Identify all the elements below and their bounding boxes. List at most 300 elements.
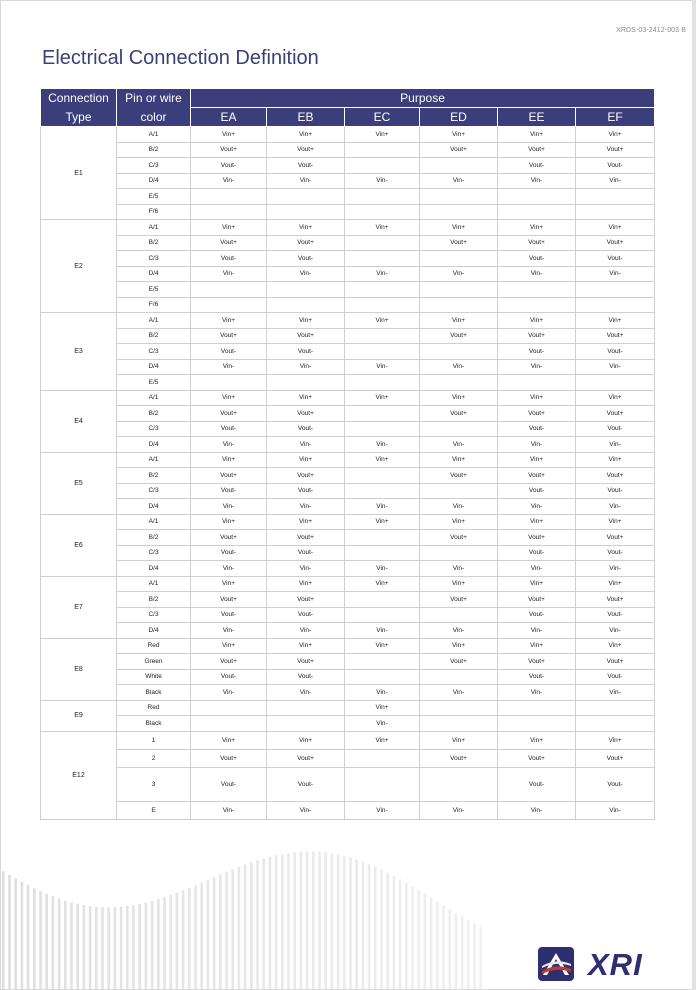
purpose-cell: Vout+	[267, 142, 345, 158]
purpose-cell	[420, 716, 498, 732]
purpose-cell: Vout-	[498, 344, 576, 360]
purpose-cell	[498, 204, 576, 220]
purpose-cell	[345, 545, 420, 561]
purpose-cell	[345, 421, 420, 437]
pin-cell: E/5	[117, 375, 191, 391]
table-row	[41, 576, 655, 592]
purpose-cell: Vin+	[498, 390, 576, 406]
purpose-cell: Vin-	[420, 266, 498, 282]
table-row	[41, 623, 655, 639]
purpose-cell: Vin-	[191, 561, 267, 577]
purpose-cell: Vin-	[345, 437, 420, 453]
table-row	[41, 127, 655, 143]
purpose-cell: Vin-	[345, 716, 420, 732]
purpose-cell: Vout-	[498, 669, 576, 685]
purpose-cell	[191, 189, 267, 205]
table-row	[41, 204, 655, 220]
purpose-cell	[498, 716, 576, 732]
table-row	[41, 406, 655, 422]
purpose-cell: Vout-	[576, 545, 655, 561]
purpose-cell: Vout-	[267, 767, 345, 801]
purpose-cell	[345, 592, 420, 608]
purpose-cell: Vout-	[498, 251, 576, 267]
purpose-cell	[420, 344, 498, 360]
table-row	[41, 421, 655, 437]
purpose-cell: Vout+	[498, 235, 576, 251]
pin-cell: D/4	[117, 499, 191, 515]
table-row	[41, 437, 655, 453]
table-row	[41, 173, 655, 189]
purpose-cell: Vout+	[498, 592, 576, 608]
table-row	[41, 607, 655, 623]
pin-cell: A/1	[117, 514, 191, 530]
purpose-cell	[267, 204, 345, 220]
purpose-cell: Vin+	[267, 576, 345, 592]
purpose-cell: Vin+	[420, 452, 498, 468]
table-row	[41, 530, 655, 546]
pin-cell: A/1	[117, 452, 191, 468]
purpose-cell: Vin-	[576, 359, 655, 375]
purpose-cell: Vin-	[498, 499, 576, 515]
table-row	[41, 266, 655, 282]
purpose-cell	[345, 406, 420, 422]
pin-cell: B/2	[117, 406, 191, 422]
purpose-cell: Vout+	[498, 654, 576, 670]
purpose-cell	[267, 189, 345, 205]
header-col-ec: EC	[345, 108, 420, 127]
pin-cell: E	[117, 801, 191, 819]
purpose-cell: Vin-	[576, 266, 655, 282]
purpose-cell: Vout-	[576, 344, 655, 360]
purpose-cell: Vin+	[498, 127, 576, 143]
purpose-cell	[267, 375, 345, 391]
purpose-cell: Vin+	[498, 452, 576, 468]
purpose-cell: Vout+	[576, 654, 655, 670]
purpose-cell: Vout+	[420, 749, 498, 767]
purpose-cell: Vin+	[267, 638, 345, 654]
purpose-cell: Vin-	[267, 685, 345, 701]
purpose-cell: Vin-	[498, 561, 576, 577]
purpose-cell: Vin-	[345, 266, 420, 282]
purpose-cell	[345, 204, 420, 220]
pin-cell: A/1	[117, 576, 191, 592]
purpose-cell: Vout+	[420, 142, 498, 158]
pin-cell: A/1	[117, 390, 191, 406]
purpose-cell: Vin-	[420, 499, 498, 515]
purpose-cell: Vin+	[267, 390, 345, 406]
purpose-cell: Vin-	[345, 685, 420, 701]
purpose-cell: Vout-	[267, 251, 345, 267]
purpose-cell: Vin+	[191, 576, 267, 592]
table-row	[41, 700, 655, 716]
purpose-cell: Vout+	[191, 654, 267, 670]
connection-type-cell: E3	[41, 313, 117, 391]
purpose-cell	[420, 189, 498, 205]
purpose-cell	[191, 282, 267, 298]
purpose-cell: Vout+	[420, 530, 498, 546]
xri-logo-text: XRI	[588, 947, 643, 982]
purpose-cell	[420, 282, 498, 298]
purpose-cell: Vin+	[576, 638, 655, 654]
pin-cell: White	[117, 669, 191, 685]
pin-cell: F/6	[117, 297, 191, 313]
purpose-cell: Vin+	[267, 313, 345, 329]
purpose-cell: Vin+	[498, 731, 576, 749]
purpose-cell: Vout+	[191, 406, 267, 422]
purpose-cell: Vout-	[498, 483, 576, 499]
purpose-cell: Vout-	[191, 607, 267, 623]
purpose-cell: Vin-	[498, 685, 576, 701]
purpose-cell: Vout+	[576, 328, 655, 344]
purpose-cell: Vin-	[267, 437, 345, 453]
purpose-cell: Vin+	[420, 127, 498, 143]
header-connection-type: Connection	[41, 89, 117, 108]
purpose-cell: Vin-	[576, 685, 655, 701]
table-row	[41, 282, 655, 298]
purpose-cell: Vout-	[191, 483, 267, 499]
purpose-cell: Vout+	[267, 328, 345, 344]
purpose-cell	[420, 158, 498, 174]
purpose-cell	[498, 700, 576, 716]
pin-cell: B/2	[117, 530, 191, 546]
table-row	[41, 235, 655, 251]
purpose-cell: Vout-	[191, 251, 267, 267]
purpose-cell: Vin-	[420, 173, 498, 189]
purpose-cell: Vout+	[576, 235, 655, 251]
purpose-cell: Vin-	[191, 499, 267, 515]
pin-cell: F/6	[117, 204, 191, 220]
purpose-cell: Vin-	[498, 266, 576, 282]
purpose-cell: Vin-	[345, 499, 420, 515]
purpose-cell	[267, 297, 345, 313]
connection-type-cell: E8	[41, 638, 117, 700]
purpose-cell: Vout-	[576, 158, 655, 174]
purpose-cell: Vin+	[345, 576, 420, 592]
purpose-cell: Vin+	[345, 731, 420, 749]
purpose-cell: Vin+	[576, 576, 655, 592]
purpose-cell: Vin-	[345, 801, 420, 819]
table-row	[41, 801, 655, 819]
purpose-cell	[345, 749, 420, 767]
table-row	[41, 189, 655, 205]
pin-cell: A/1	[117, 220, 191, 236]
purpose-cell: Vin-	[498, 801, 576, 819]
table-row	[41, 669, 655, 685]
table-row	[41, 359, 655, 375]
table-row	[41, 483, 655, 499]
purpose-cell	[576, 204, 655, 220]
purpose-cell: Vout+	[576, 468, 655, 484]
purpose-cell: Vin+	[267, 452, 345, 468]
pin-cell: C/3	[117, 607, 191, 623]
purpose-cell: Vout+	[191, 530, 267, 546]
purpose-cell: Vin-	[576, 561, 655, 577]
purpose-cell: Vin+	[498, 514, 576, 530]
table-row	[41, 731, 655, 749]
purpose-cell: Vin-	[576, 499, 655, 515]
purpose-cell: Vin+	[420, 638, 498, 654]
pin-cell: 1	[117, 731, 191, 749]
purpose-cell	[420, 204, 498, 220]
table-row	[41, 592, 655, 608]
purpose-cell	[420, 421, 498, 437]
header-pin-2: color	[117, 108, 191, 127]
purpose-cell	[345, 669, 420, 685]
purpose-cell: Vout-	[267, 158, 345, 174]
table-row	[41, 313, 655, 329]
purpose-cell: Vin-	[191, 801, 267, 819]
purpose-cell: Vin-	[576, 801, 655, 819]
purpose-cell: Vin+	[498, 220, 576, 236]
purpose-cell: Vout+	[420, 468, 498, 484]
purpose-cell: Vin-	[576, 623, 655, 639]
table-row	[41, 297, 655, 313]
purpose-cell: Vin+	[267, 514, 345, 530]
pin-cell: D/4	[117, 561, 191, 577]
purpose-cell: Vout-	[576, 421, 655, 437]
table-row	[41, 767, 655, 801]
purpose-cell	[345, 344, 420, 360]
purpose-cell: Vout+	[267, 749, 345, 767]
purpose-cell	[345, 282, 420, 298]
table-row	[41, 638, 655, 654]
purpose-cell: Vin-	[345, 623, 420, 639]
purpose-cell	[345, 189, 420, 205]
purpose-cell: Vout+	[498, 530, 576, 546]
purpose-cell	[345, 483, 420, 499]
purpose-cell: Vin-	[191, 359, 267, 375]
purpose-cell: Vin+	[345, 390, 420, 406]
header-connection-type-2: Type	[41, 108, 117, 127]
purpose-cell: Vout-	[191, 158, 267, 174]
purpose-cell: Vin-	[191, 173, 267, 189]
purpose-cell: Vin+	[191, 127, 267, 143]
purpose-cell	[420, 545, 498, 561]
purpose-cell: Vin+	[576, 731, 655, 749]
purpose-cell: Vout+	[498, 406, 576, 422]
purpose-cell: Vout+	[191, 235, 267, 251]
purpose-cell: Vin+	[576, 514, 655, 530]
purpose-cell: Vout+	[191, 592, 267, 608]
table-row	[41, 561, 655, 577]
purpose-cell: Vin+	[576, 452, 655, 468]
purpose-cell: Vin+	[191, 731, 267, 749]
connection-type-cell: E2	[41, 220, 117, 313]
purpose-cell: Vin-	[267, 359, 345, 375]
purpose-cell: Vout-	[267, 607, 345, 623]
purpose-cell: Vout-	[267, 344, 345, 360]
purpose-cell: Vin-	[191, 437, 267, 453]
table-row	[41, 749, 655, 767]
purpose-cell: Vin-	[191, 623, 267, 639]
pin-cell: Red	[117, 700, 191, 716]
purpose-cell: Vin+	[191, 313, 267, 329]
purpose-cell	[345, 375, 420, 391]
pin-cell: 3	[117, 767, 191, 801]
pin-cell: C/3	[117, 158, 191, 174]
purpose-cell: Vout-	[498, 158, 576, 174]
table-row	[41, 514, 655, 530]
purpose-cell: Vin-	[191, 685, 267, 701]
connection-type-cell: E4	[41, 390, 117, 452]
purpose-cell: Vin+	[498, 638, 576, 654]
purpose-cell	[576, 716, 655, 732]
purpose-cell	[345, 142, 420, 158]
document-number: XRDS-03-2412-003 B	[616, 27, 686, 34]
purpose-cell	[420, 251, 498, 267]
purpose-cell: Vout+	[576, 530, 655, 546]
purpose-cell	[420, 297, 498, 313]
purpose-cell: Vin-	[498, 173, 576, 189]
purpose-cell	[576, 700, 655, 716]
purpose-cell: Vout+	[420, 654, 498, 670]
table-row	[41, 685, 655, 701]
purpose-cell: Vin-	[420, 561, 498, 577]
purpose-cell: Vin-	[267, 499, 345, 515]
purpose-cell: Vout+	[191, 749, 267, 767]
purpose-cell	[345, 235, 420, 251]
pin-cell: B/2	[117, 328, 191, 344]
header-pin: Pin or wire	[117, 89, 191, 108]
pin-cell: A/1	[117, 313, 191, 329]
purpose-cell	[420, 669, 498, 685]
table-row	[41, 545, 655, 561]
purpose-cell: Vin-	[420, 359, 498, 375]
purpose-cell: Vout+	[191, 468, 267, 484]
header-col-ef: EF	[576, 108, 655, 127]
purpose-cell: Vin-	[498, 437, 576, 453]
table-row	[41, 716, 655, 732]
purpose-cell: Vout-	[191, 767, 267, 801]
purpose-cell: Vin+	[345, 313, 420, 329]
purpose-cell: Vout-	[191, 344, 267, 360]
pin-cell: D/4	[117, 623, 191, 639]
pin-cell: E/5	[117, 282, 191, 298]
table-body	[41, 127, 655, 820]
pin-cell: B/2	[117, 468, 191, 484]
purpose-cell: Vout+	[498, 142, 576, 158]
purpose-cell: Vin+	[267, 127, 345, 143]
purpose-cell	[576, 282, 655, 298]
purpose-cell: Vin-	[420, 623, 498, 639]
purpose-cell: Vin+	[576, 313, 655, 329]
purpose-cell: Vout-	[576, 483, 655, 499]
purpose-cell: Vin-	[420, 437, 498, 453]
purpose-cell	[420, 375, 498, 391]
purpose-cell: Vin-	[191, 266, 267, 282]
purpose-cell: Vin+	[345, 452, 420, 468]
purpose-cell: Vin+	[576, 220, 655, 236]
purpose-cell: Vin+	[191, 220, 267, 236]
purpose-cell	[191, 700, 267, 716]
pin-cell: C/3	[117, 483, 191, 499]
purpose-cell: Vout+	[576, 142, 655, 158]
purpose-cell	[498, 375, 576, 391]
header-purpose: Purpose	[191, 89, 655, 108]
purpose-cell: Vin+	[576, 390, 655, 406]
table-row	[41, 390, 655, 406]
table-row	[41, 344, 655, 360]
purpose-cell: Vout-	[267, 421, 345, 437]
purpose-cell	[420, 483, 498, 499]
purpose-cell: Vin+	[345, 514, 420, 530]
pin-cell: D/4	[117, 437, 191, 453]
table-row	[41, 499, 655, 515]
purpose-cell	[345, 158, 420, 174]
purpose-cell: Vin-	[345, 173, 420, 189]
purpose-cell: Vin-	[345, 561, 420, 577]
pin-cell: D/4	[117, 359, 191, 375]
purpose-cell: Vin+	[191, 390, 267, 406]
purpose-cell: Vout+	[576, 749, 655, 767]
pin-cell: D/4	[117, 266, 191, 282]
table-row	[41, 142, 655, 158]
pin-cell: C/3	[117, 344, 191, 360]
purpose-cell: Vin-	[576, 173, 655, 189]
purpose-cell: Vin-	[420, 801, 498, 819]
purpose-cell	[498, 189, 576, 205]
purpose-cell: Vin+	[498, 313, 576, 329]
purpose-cell: Vin+	[420, 576, 498, 592]
purpose-cell	[345, 607, 420, 623]
table-row	[41, 158, 655, 174]
table-row	[41, 654, 655, 670]
purpose-cell	[345, 251, 420, 267]
purpose-cell	[420, 767, 498, 801]
connection-type-cell: E7	[41, 576, 117, 638]
page-edge-shadow	[692, 0, 696, 990]
purpose-cell	[498, 282, 576, 298]
pin-cell: E/5	[117, 189, 191, 205]
purpose-cell: Vin-	[345, 359, 420, 375]
purpose-cell: Vin-	[267, 561, 345, 577]
pin-cell: C/3	[117, 421, 191, 437]
purpose-cell: Vout+	[576, 406, 655, 422]
purpose-cell: Vin+	[191, 514, 267, 530]
purpose-cell: Vin+	[498, 576, 576, 592]
purpose-cell	[345, 654, 420, 670]
purpose-cell: Vin+	[420, 313, 498, 329]
purpose-cell: Vout-	[498, 607, 576, 623]
purpose-cell: Vout+	[267, 592, 345, 608]
pin-cell: C/3	[117, 545, 191, 561]
purpose-cell: Vin+	[345, 700, 420, 716]
purpose-cell: Vin+	[191, 452, 267, 468]
table-row	[41, 375, 655, 391]
purpose-cell: Vout+	[267, 406, 345, 422]
header-col-ea: EA	[191, 108, 267, 127]
purpose-cell	[191, 204, 267, 220]
purpose-cell: Vout-	[191, 545, 267, 561]
pin-cell: C/3	[117, 251, 191, 267]
connection-type-cell: E9	[41, 700, 117, 731]
purpose-cell: Vin+	[345, 638, 420, 654]
purpose-cell: Vout+	[498, 328, 576, 344]
purpose-cell: Vin+	[267, 731, 345, 749]
purpose-cell: Vout+	[420, 406, 498, 422]
pin-cell: B/2	[117, 592, 191, 608]
purpose-cell: Vout+	[498, 749, 576, 767]
purpose-cell: Vout-	[191, 669, 267, 685]
table-row	[41, 328, 655, 344]
pin-cell: Red	[117, 638, 191, 654]
purpose-cell	[345, 468, 420, 484]
purpose-cell	[191, 716, 267, 732]
header-col-eb: EB	[267, 108, 345, 127]
purpose-cell: Vout-	[498, 545, 576, 561]
purpose-cell: Vout-	[191, 421, 267, 437]
purpose-cell	[498, 297, 576, 313]
